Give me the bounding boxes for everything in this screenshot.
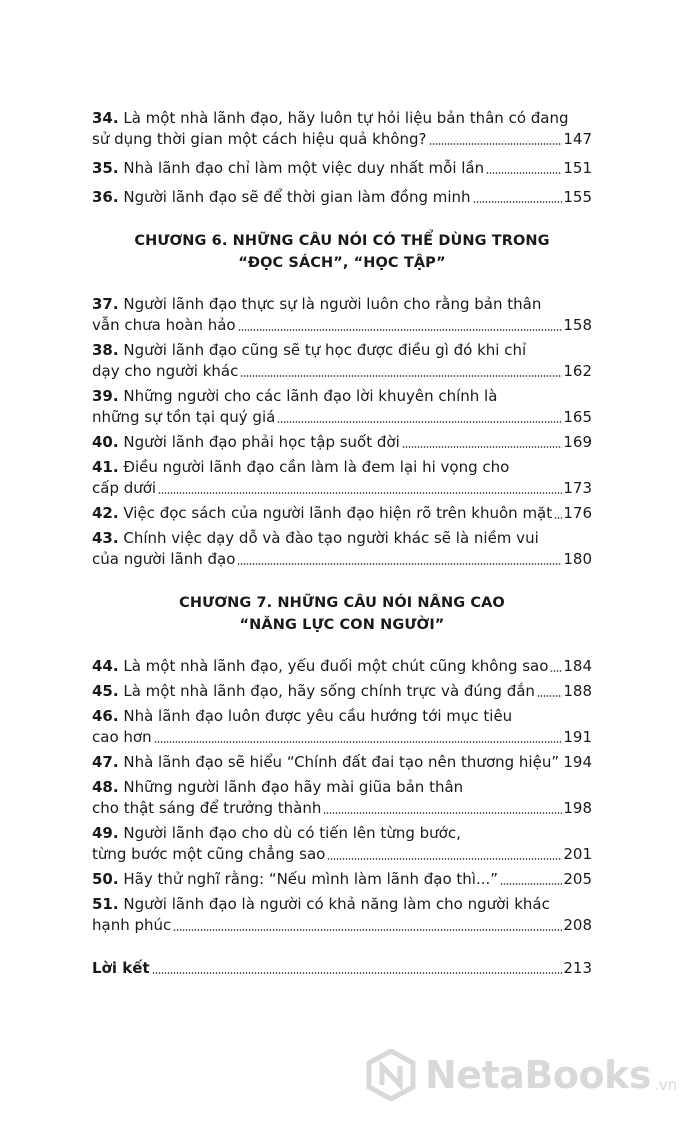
toc-page-number: 198 [563,799,592,817]
toc-page-number: 158 [563,316,592,334]
toc-entry-number: 50. [92,870,119,888]
watermark-suffix: .vn [653,1076,678,1094]
toc-entry-number: 47. [92,753,119,771]
dot-leader [152,972,563,974]
toc-entry[interactable] [92,158,592,179]
toc-entry-line [92,294,592,315]
watermark [365,1040,677,1110]
toc-entry-line [92,457,592,478]
toc-page-number: 213 [563,959,592,977]
toc-entry-number: 39. [92,387,119,405]
toc-entry[interactable] [92,294,592,336]
toc-entry[interactable] [92,503,592,524]
toc-section-chapter-6 [92,294,592,570]
toc-entry-title: Những người cho các lãnh đạo lời khuyên chính là [123,387,498,405]
toc-section-chapter-5-end [92,108,592,208]
toc-entry-title: Người lãnh đạo phải học tập suốt đời [123,433,400,451]
toc-entry-title: Nhà lãnh đạo luôn được yêu cầu hướng tới mục tiêu [123,707,513,725]
dot-leader [240,375,562,377]
toc-entry-title: Điều người lãnh đạo cần làm là đem lại hi vọng cho [123,458,510,476]
toc-entry-closing[interactable] [92,958,592,979]
toc-page-number: 173 [563,479,592,497]
dot-leader [402,446,563,448]
toc-entry-line [92,706,592,727]
dot-leader [238,329,563,331]
toc-page-number: 151 [563,159,592,177]
toc-entry-title: Nhà lãnh đạo chỉ làm một việc duy nhất mỗi lần [123,159,485,177]
toc-entry-title: hạnh phúc [92,916,172,934]
toc-entry-title: Người lãnh đạo thực sự là người luôn cho rằng bản thân [123,295,542,313]
dot-leader [154,741,563,743]
toc-entry-line [92,777,592,798]
toc-entry-line [92,528,592,549]
toc-entry-title: sử dụng thời gian một cách hiệu quả không? [92,130,427,148]
toc-entry-number: 36. [92,188,119,206]
dot-leader [323,812,562,814]
toc-entry-title: Người lãnh đạo là người có khả năng làm cho người khác [123,895,550,913]
toc-page-number: 191 [563,728,592,746]
toc-entry-title: Người lãnh đạo cho dù có tiến lên từng bước, [123,824,461,842]
chapter-6-heading [92,230,592,274]
toc-entry-line [92,386,592,407]
dot-leader [473,201,563,203]
toc-entry[interactable] [92,386,592,428]
toc-page-number: 188 [563,682,592,700]
toc-entry-number: 46. [92,707,119,725]
toc-entry-title: Chính việc dạy dỗ và đào tạo người khác sẽ là niềm vui [123,529,539,547]
toc-entry-title: cho thật sáng để trưởng thành [92,799,322,817]
toc-entry[interactable] [92,432,592,453]
dot-leader [327,858,562,860]
toc-entry[interactable] [92,108,592,150]
toc-entry-number: 35. [92,159,119,177]
toc-entry-title: cao hơn [92,728,152,746]
toc-entry[interactable] [92,869,592,890]
toc-entry[interactable] [92,823,592,865]
toc-page-number: 194 [563,753,592,771]
table-of-contents [92,108,592,983]
toc-entry[interactable] [92,457,592,499]
toc-entry-number: 44. [92,657,119,675]
toc-entry[interactable] [92,187,592,208]
chapter-title-line: CHƯƠNG 7. NHỮNG CÂU NÓI NÂNG CAO [179,595,505,611]
toc-entry[interactable] [92,777,592,819]
chapter-subtitle-line: “ĐỌC SÁCH”, “HỌC TẬP” [238,255,446,271]
dot-leader [500,883,562,885]
toc-entry[interactable] [92,340,592,382]
toc-entry-title: vẫn chưa hoàn hảo [92,316,236,334]
toc-entry[interactable] [92,894,592,936]
chapter-7-heading [92,592,592,636]
toc-entry-title: Người lãnh đạo cũng sẽ tự học được điều gì đó khi chỉ [123,341,527,359]
toc-entry-title: Là một nhà lãnh đạo, yếu đuối một chút cũng không sao [123,657,549,675]
dot-leader [486,172,562,174]
toc-page-number: 201 [563,845,592,863]
netabooks-logo-icon [365,1049,417,1101]
toc-entry-line [92,340,592,361]
toc-entry-number: 37. [92,295,119,313]
dot-leader [429,143,563,145]
toc-page-number: 208 [563,916,592,934]
dot-leader [158,492,562,494]
toc-entry-title: Hãy thử nghĩ rằng: “Nếu mình làm lãnh đạo thì...” [123,870,499,888]
toc-entry-number: 49. [92,824,119,842]
toc-entry-number: 45. [92,682,119,700]
toc-entry-number: 38. [92,341,119,359]
dot-leader [537,695,562,697]
toc-entry-title: dạy cho người khác [92,362,239,380]
watermark-brand: NetaBooks [425,1053,651,1097]
toc-entry-line [92,108,592,129]
toc-page-number: 180 [563,550,592,568]
toc-page-number: 169 [563,433,592,451]
toc-entry-title: Là một nhà lãnh đạo, hãy luôn tự hỏi liệu bản thân có đang [123,109,569,127]
toc-entry[interactable] [92,706,592,748]
toc-entry-title: Là một nhà lãnh đạo, hãy sống chính trực và đúng đắn [123,682,535,700]
toc-entry-number: 42. [92,504,119,522]
toc-entry-number: 34. [92,109,119,127]
dot-leader [173,929,562,931]
toc-page-number: 205 [563,870,592,888]
toc-entry[interactable] [92,528,592,570]
toc-entry[interactable] [92,752,592,773]
dot-leader [277,421,562,423]
toc-entry-number: 51. [92,895,119,913]
toc-page-number: 176 [563,504,592,522]
toc-entry-number: 40. [92,433,119,451]
toc-page-number: 165 [563,408,592,426]
toc-page-number: 147 [563,130,592,148]
toc-entry-title: Những người lãnh đạo hãy mài giũa bản thân [123,778,464,796]
toc-entry-title: Nhà lãnh đạo sẽ hiểu “Chính đất đai tạo nên thương hiệu” [123,753,560,771]
toc-page-number: 184 [563,657,592,675]
chapter-subtitle-line: “NĂNG LỰC CON NGƯỜI” [239,617,445,633]
toc-entry[interactable] [92,656,592,677]
toc-entry[interactable] [92,681,592,702]
dot-leader [550,670,562,672]
toc-entry-title: cấp dưới [92,479,157,497]
toc-entry-number: 43. [92,529,119,547]
toc-section-chapter-7 [92,656,592,936]
toc-entry-title: từng bước một cũng chẳng sao [92,845,326,863]
toc-page-number: 162 [563,362,592,380]
dot-leader [561,766,562,768]
toc-entry-title: những sự tồn tại quý giá [92,408,276,426]
toc-entry-number: 48. [92,778,119,796]
toc-entry-title: Người lãnh đạo sẽ để thời gian làm đồng minh [123,188,471,206]
toc-page-number: 155 [563,188,592,206]
toc-entry-number: 41. [92,458,119,476]
dot-leader [237,563,562,565]
toc-entry-line [92,823,592,844]
toc-entry-title: Việc đọc sách của người lãnh đạo hiện rõ trên khuôn mặt [123,504,553,522]
toc-entry-title: của người lãnh đạo [92,550,236,568]
chapter-title-line: CHƯƠNG 6. NHỮNG CÂU NÓI CÓ THỂ DÙNG TRONG [134,233,550,249]
dot-leader [554,517,562,519]
toc-entry-line [92,894,592,915]
toc-entry-title: Lời kết [92,959,150,977]
